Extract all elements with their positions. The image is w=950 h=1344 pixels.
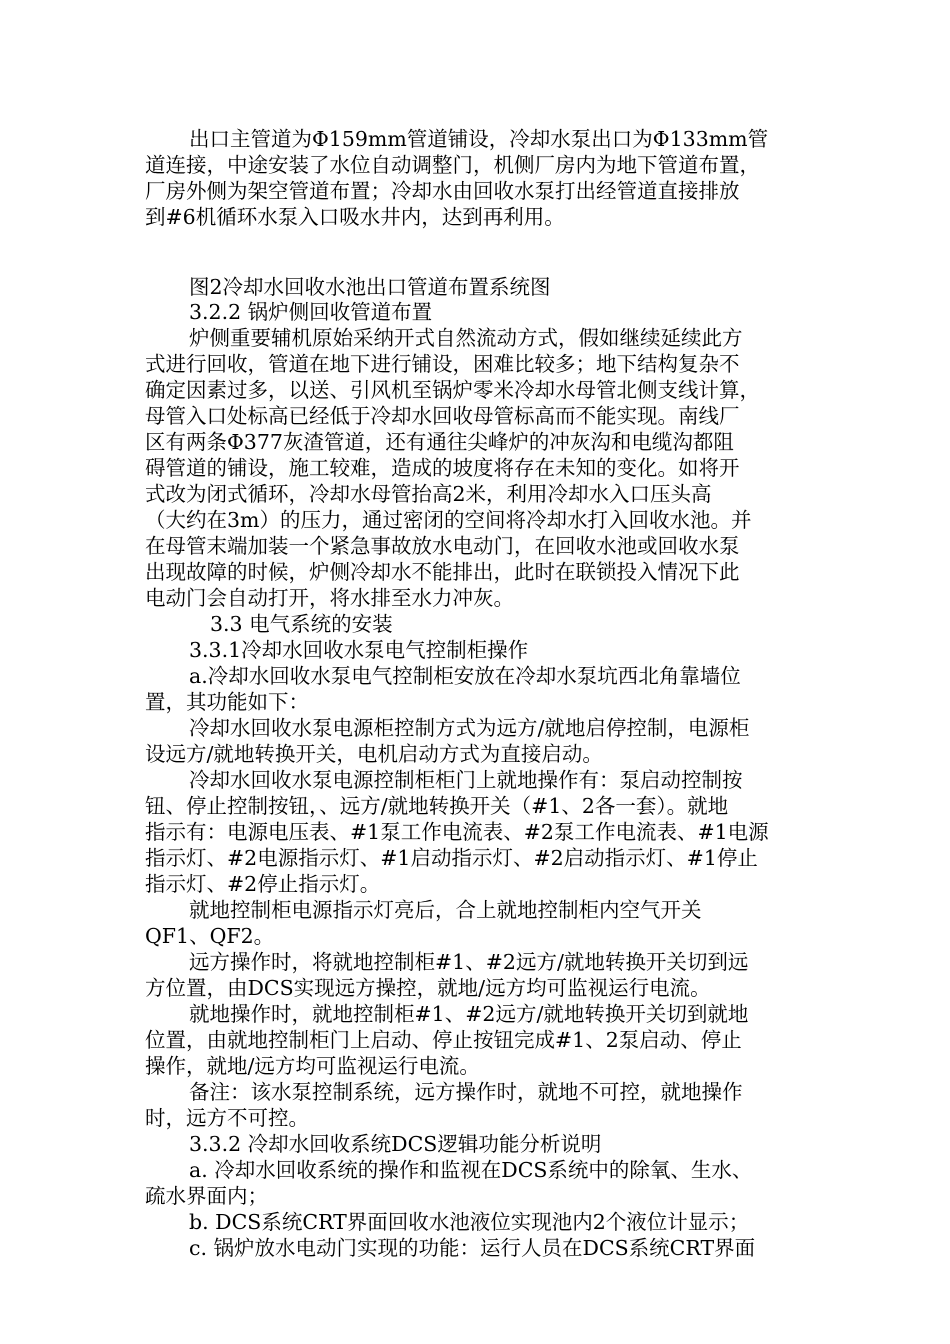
text-line: 疏水界面内； [145, 1184, 268, 1208]
section-heading: 3.2.2 锅炉侧回收管道布置 [189, 300, 433, 324]
text-line: 就地控制柜电源指示灯亮后，合上就地控制柜内空气开关 [189, 898, 702, 922]
text-line: 厂房外侧为架空管道布置；冷却水由回收水泵打出经管道直接排放 [145, 179, 740, 203]
text-line: 确定因素过多，以送、引风机至锅炉零米冷却水母管北侧支线计算， [145, 378, 760, 402]
section-heading: 3.3.2 冷却水回收系统DCS逻辑功能分析说明 [189, 1132, 602, 1156]
text-line: 区有两条Φ377灰渣管道，还有通往尖峰炉的冲灰沟和电缆沟都阻 [145, 430, 734, 454]
text-line: a. 冷却水回收系统的操作和监视在DCS系统中的除氧、生水、 [189, 1158, 753, 1182]
text-line: c. 锅炉放水电动门实现的功能：运行人员在DCS系统CRT界面 [189, 1236, 756, 1260]
text-line: 出口主管道为Φ159mm管道铺设，冷却水泵出口为Φ133mm管 [189, 127, 769, 151]
text-line: （大约在3m）的压力，通过密闭的空间将冷却水打入回收水池。并 [145, 508, 752, 532]
text-line: 备注：该水泵控制系统，远方操作时，就地不可控，就地操作 [189, 1080, 743, 1104]
text-line: 在母管末端加装一个紧急事故放水电动门，在回收水池或回收水泵 [145, 534, 740, 558]
text-line: 指示有：电源电压表、#1泵工作电流表、#2泵工作电流表、#1电源 [145, 820, 769, 844]
text-line: 设远方/就地转换开关，电机启动方式为直接启动。 [145, 742, 603, 766]
text-line: 炉侧重要辅机原始采纳开式自然流动方式，假如继续延续此方 [189, 326, 743, 350]
text-line: 操作，就地/远方均可监视运行电流。 [145, 1054, 480, 1078]
text-line: 钮、停止控制按钮，、远方/就地转换开关（#1、2各一套）。就地 [145, 794, 729, 818]
text-line: a.冷却水回收水泵电气控制柜安放在冷却水泵坑西北角靠墙位 [189, 664, 741, 688]
text-line: 置，其功能如下： [145, 690, 309, 714]
text-line: 位置，由就地控制柜门上启动、停止按钮完成#1、2泵启动、停止 [145, 1028, 742, 1052]
text-line: QF1、QF2。 [145, 924, 275, 948]
text-line: 指示灯、#2停止指示灯。 [145, 872, 381, 896]
text-line: 母管入口处标高已经低于冷却水回收母管标高而不能实现。南线厂 [145, 404, 740, 428]
text-line: 出现故障的时候，炉侧冷却水不能排出，此时在联锁投入情况下此 [145, 560, 740, 584]
text-line: 式进行回收，管道在地下进行铺设，困难比较多；地下结构复杂不 [145, 352, 740, 376]
section-heading: 3.3.1冷却水回收水泵电气控制柜操作 [189, 638, 529, 662]
text-line: 就地操作时，就地控制柜#1、#2远方/就地转换开关切到就地 [189, 1002, 749, 1026]
figure-caption: 图2冷却水回收水池出口管道布置系统图 [189, 275, 551, 299]
text-line: 冷却水回收水泵电源柜控制方式为远方/就地启停控制，电源柜 [189, 716, 750, 740]
text-line: 到#6机循环水泵入口吸水井内，达到再利用。 [145, 205, 565, 229]
text-line: 时，远方不可控。 [145, 1106, 309, 1130]
text-line: 指示灯、#2电源指示灯、#1启动指示灯、#2启动指示灯、#1停止 [145, 846, 758, 870]
text-line: 电动门会自动打开，将水排至水力冲灰。 [145, 586, 514, 610]
text-line: 方位置，由DCS实现远方操控，就地/远方均可监视运行电流。 [145, 976, 711, 1000]
text-line: 碍管道的铺设，施工较难，造成的坡度将存在未知的变化。如将开 [145, 456, 740, 480]
section-heading: 3.3 电气系统的安装 [210, 612, 393, 636]
text-line: 式改为闭式循环，冷却水母管抬高2米，利用冷却水入口压头高 [145, 482, 712, 506]
text-line: b. DCS系统CRT界面回收水池液位实现池内2个液位计显示； [189, 1210, 750, 1234]
text-line: 道连接，中途安装了水位自动调整门，机侧厂房内为地下管道布置， [145, 153, 760, 177]
text-line: 冷却水回收水泵电源控制柜柜门上就地操作有：泵启动控制按 [189, 768, 743, 792]
text-line: 远方操作时，将就地控制柜#1、#2远方/就地转换开关切到远 [189, 950, 749, 974]
